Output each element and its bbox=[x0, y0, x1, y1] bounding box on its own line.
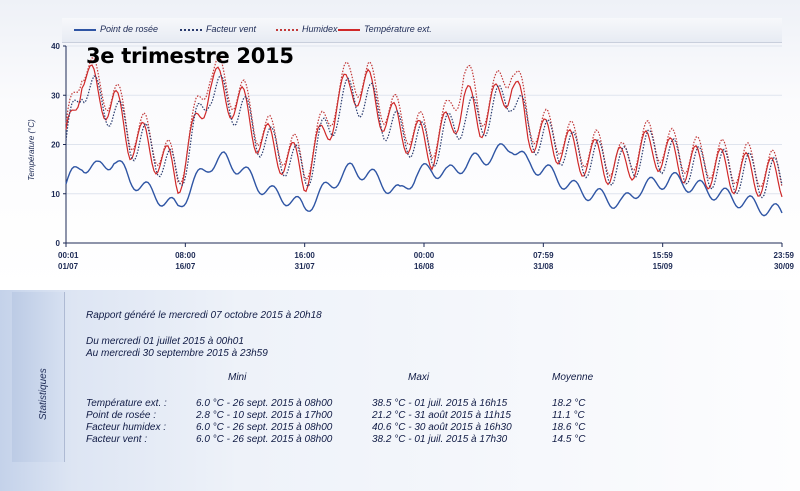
series-line-outdoor-temp bbox=[66, 65, 782, 197]
x-tick-label-date: 31/08 bbox=[533, 262, 554, 271]
x-tick-label-time: 00:00 bbox=[413, 251, 435, 260]
x-tick-label-date: 16/08 bbox=[413, 262, 435, 271]
y-axis-label: Température (°C) bbox=[27, 119, 36, 181]
legend-swatch-dew-point bbox=[74, 29, 96, 31]
legend-item-humidex[interactable]: Humidex bbox=[302, 24, 338, 34]
x-tick-label-time: 08:00 bbox=[175, 251, 196, 260]
stats-row-avg: 14.5 °C bbox=[552, 434, 586, 445]
y-tick-label: 40 bbox=[51, 42, 60, 51]
period-to-text: Au mercredi 30 septembre 2015 à 23h59 bbox=[86, 348, 268, 359]
legend-item-outdoor-temp[interactable]: Température ext. bbox=[364, 24, 432, 34]
stats-row-avg: 18.6 °C bbox=[552, 422, 586, 433]
legend-swatch-outdoor-temp bbox=[338, 29, 360, 31]
x-tick-label-date: 31/07 bbox=[294, 262, 315, 271]
stats-row-label: Facteur vent : bbox=[86, 434, 148, 445]
x-tick-label-time: 15:59 bbox=[652, 251, 673, 260]
stats-row-max: 40.6 °C - 30 août 2015 à 16h30 bbox=[372, 422, 512, 433]
stats-row-min: 2.8 °C - 10 sept. 2015 à 17h00 bbox=[196, 410, 333, 421]
y-tick-label: 20 bbox=[51, 140, 60, 150]
column-header-max: Maxi bbox=[408, 372, 430, 383]
period-from-text: Du mercredi 01 juillet 2015 à 00h01 bbox=[86, 336, 244, 347]
chart-title: 3e trimestre 2015 bbox=[86, 44, 294, 68]
stats-row-max: 38.2 °C - 01 juil. 2015 à 17h30 bbox=[372, 434, 508, 445]
x-tick-label-time: 00:01 bbox=[58, 251, 79, 260]
stats-row-label: Température ext. : bbox=[86, 398, 167, 409]
stats-row-min: 6.0 °C - 26 sept. 2015 à 08h00 bbox=[196, 398, 333, 409]
x-tick-label-date: 16/07 bbox=[175, 262, 196, 271]
stats-row-avg: 18.2 °C bbox=[552, 398, 586, 409]
legend-item-wind-chill[interactable]: Facteur vent bbox=[206, 24, 257, 34]
stats-row-label: Point de rosée : bbox=[86, 410, 157, 421]
legend-swatch-humidex bbox=[276, 29, 298, 31]
statistics-tab-label: Statistiques bbox=[38, 368, 49, 420]
x-tick-label-date: 01/07 bbox=[58, 262, 79, 271]
x-tick-label-time: 07:59 bbox=[533, 251, 554, 260]
stats-row-min: 6.0 °C - 26 sept. 2015 à 08h00 bbox=[196, 422, 333, 433]
x-tick-label-time: 16:00 bbox=[294, 251, 315, 260]
legend-swatch-wind-chill bbox=[180, 29, 202, 31]
column-header-min: Mini bbox=[228, 372, 247, 383]
y-tick-label: 10 bbox=[51, 189, 60, 199]
y-tick-label: 0 bbox=[55, 239, 60, 248]
x-tick-label-date: 15/09 bbox=[652, 262, 673, 271]
x-tick-label-time: 23:59 bbox=[773, 251, 794, 260]
stats-row-min: 6.0 °C - 26 sept. 2015 à 08h00 bbox=[196, 434, 333, 445]
stats-row-label: Facteur humidex : bbox=[86, 422, 167, 433]
chart-legend[interactable] bbox=[62, 18, 782, 43]
chart-series bbox=[66, 57, 782, 215]
column-header-avg: Moyenne bbox=[552, 372, 594, 383]
stats-row-avg: 11.1 °C bbox=[552, 410, 585, 421]
y-tick-label: 30 bbox=[51, 91, 60, 101]
report-generated-text: Rapport généré le mercredi 07 octobre 2015 à 20h18 bbox=[86, 310, 322, 321]
stats-row-max: 38.5 °C - 01 juil. 2015 à 16h15 bbox=[372, 398, 508, 409]
stats-row-max: 21.2 °C - 31 août 2015 à 11h15 bbox=[372, 410, 511, 421]
x-tick-label-date: 30/09 bbox=[773, 262, 794, 271]
legend-item-dew-point[interactable]: Point de rosée bbox=[100, 24, 159, 34]
